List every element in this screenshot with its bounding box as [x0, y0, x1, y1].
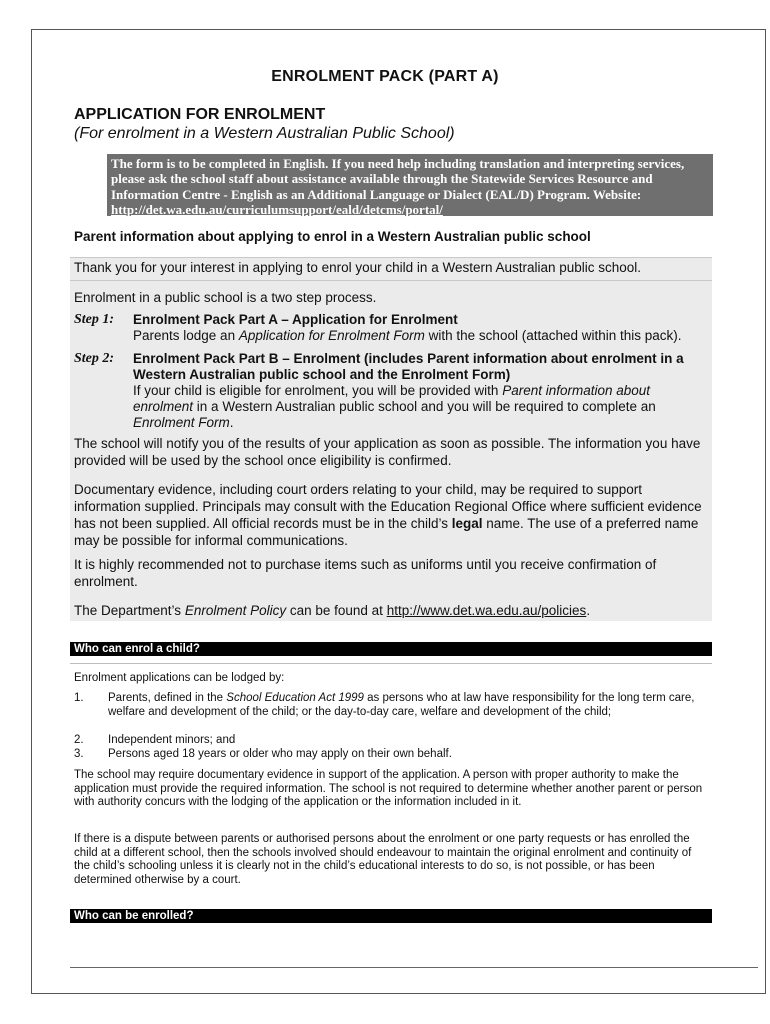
- step-1-title: Enrolment Pack Part A – Application for Enrolment: [133, 312, 458, 327]
- policy-text: The Department’s Enrolment Policy can be found at http://www.det.wa.edu.au/policies.: [74, 603, 591, 618]
- evidence-text: Documentary evidence, including court orders relating to your child, may be required to support information supplied. Principals may consult with the Education Regional Office where sufficient evidence has not been supplied. All official records must be in the child’s legal name. The use of a preferred name may be possible for informal communications.: [74, 482, 702, 548]
- step-1-description: Parents lodge an Application for Enrolment Form with the school (attached within this pack).: [133, 328, 682, 343]
- application-title: APPLICATION FOR ENROLMENT: [74, 106, 326, 123]
- notify-text: The school will notify you of the results of your application as soon as possible. The information you have provided will be used by the school once eligibility is confirmed.: [74, 436, 701, 468]
- step-1-label: Step 1:: [74, 312, 115, 327]
- list-item: Independent minors; and: [108, 734, 236, 746]
- divider: [70, 280, 712, 281]
- footer-divider: [70, 967, 758, 968]
- policies-link[interactable]: http://www.det.wa.edu.au/policies: [386, 603, 587, 618]
- step-2-title: Enrolment Pack Part B – Enrolment (includes Parent information about enrolment in a Western Australian public school and the Enrolment Form): [133, 351, 684, 382]
- list-item-number: 2.: [74, 734, 84, 746]
- uniforms-text: It is highly recommended not to purchase items such as uniforms until you receive confirmation of enrolment.: [74, 557, 657, 589]
- enrol-intro: Enrolment applications can be lodged by:: [74, 672, 285, 684]
- step-2-label: Step 2:: [74, 351, 115, 366]
- step-2-description: If your child is eligible for enrolment, you will be provided with Parent information about enrolment in a Western Australian public school and you will be required to complete an Enrolment Form.: [133, 383, 656, 430]
- step-1-content: [133, 312, 713, 344]
- notice-text: The form is to be completed in English. If you need help including translation and interpreting services, please ask the school staff about assistance available through the Statewide Services Resource and Information Centre - English as an Additional Language or Dialect (EAL/D) Program. Website:: [111, 156, 685, 202]
- step-2-content: [133, 351, 713, 431]
- eald-website-link[interactable]: http://det.wa.edu.au/curriculumsupport/eald/detcms/portal/: [111, 201, 443, 217]
- document-title: ENROLMENT PACK (PART A): [271, 68, 499, 85]
- documentary-evidence-text: The school may require documentary evidence in support of the application. A person with proper authority to make the application must provide the required information. The school is not required to determine whether another parent or person with authority concurs with the lodging of the application or the information included in it.: [74, 769, 703, 808]
- list-item-number: 1.: [74, 692, 84, 704]
- list-item-number: 3.: [74, 748, 84, 760]
- translation-notice: [107, 154, 713, 216]
- list-item: Parents, defined in the School Education Act 1999 as persons who at law have responsibility for the long term care, welfare and development of the child; or the day-to-day care, welfare and development of the child;: [108, 692, 695, 718]
- divider: [70, 663, 712, 664]
- thank-you-text: Thank you for your interest in applying to enrol your child in a Western Australian public school.: [74, 260, 642, 275]
- parent-info-heading: Parent information about applying to enrol in a Western Australian public school: [74, 229, 591, 244]
- application-subtitle: (For enrolment in a Western Australian Public School): [74, 125, 455, 142]
- two-step-text: Enrolment in a public school is a two step process.: [74, 290, 377, 305]
- divider: [70, 257, 712, 258]
- dispute-text: If there is a dispute between parents or authorised persons about the enrolment or one party requests or has enrolled the child at a different school, then the schools involved should endeavour to maintain the original enrolment and continuity of the child’s schooling unless it is clearly not in the child’s educational interests to do so, is not possible, or has been determined otherwise by a court.: [74, 833, 692, 886]
- list-item: Persons aged 18 years or older who may apply on their own behalf.: [108, 748, 452, 760]
- who-can-be-enrolled-heading: Who can be enrolled?: [70, 909, 712, 923]
- who-can-enrol-heading: Who can enrol a child?: [70, 642, 712, 656]
